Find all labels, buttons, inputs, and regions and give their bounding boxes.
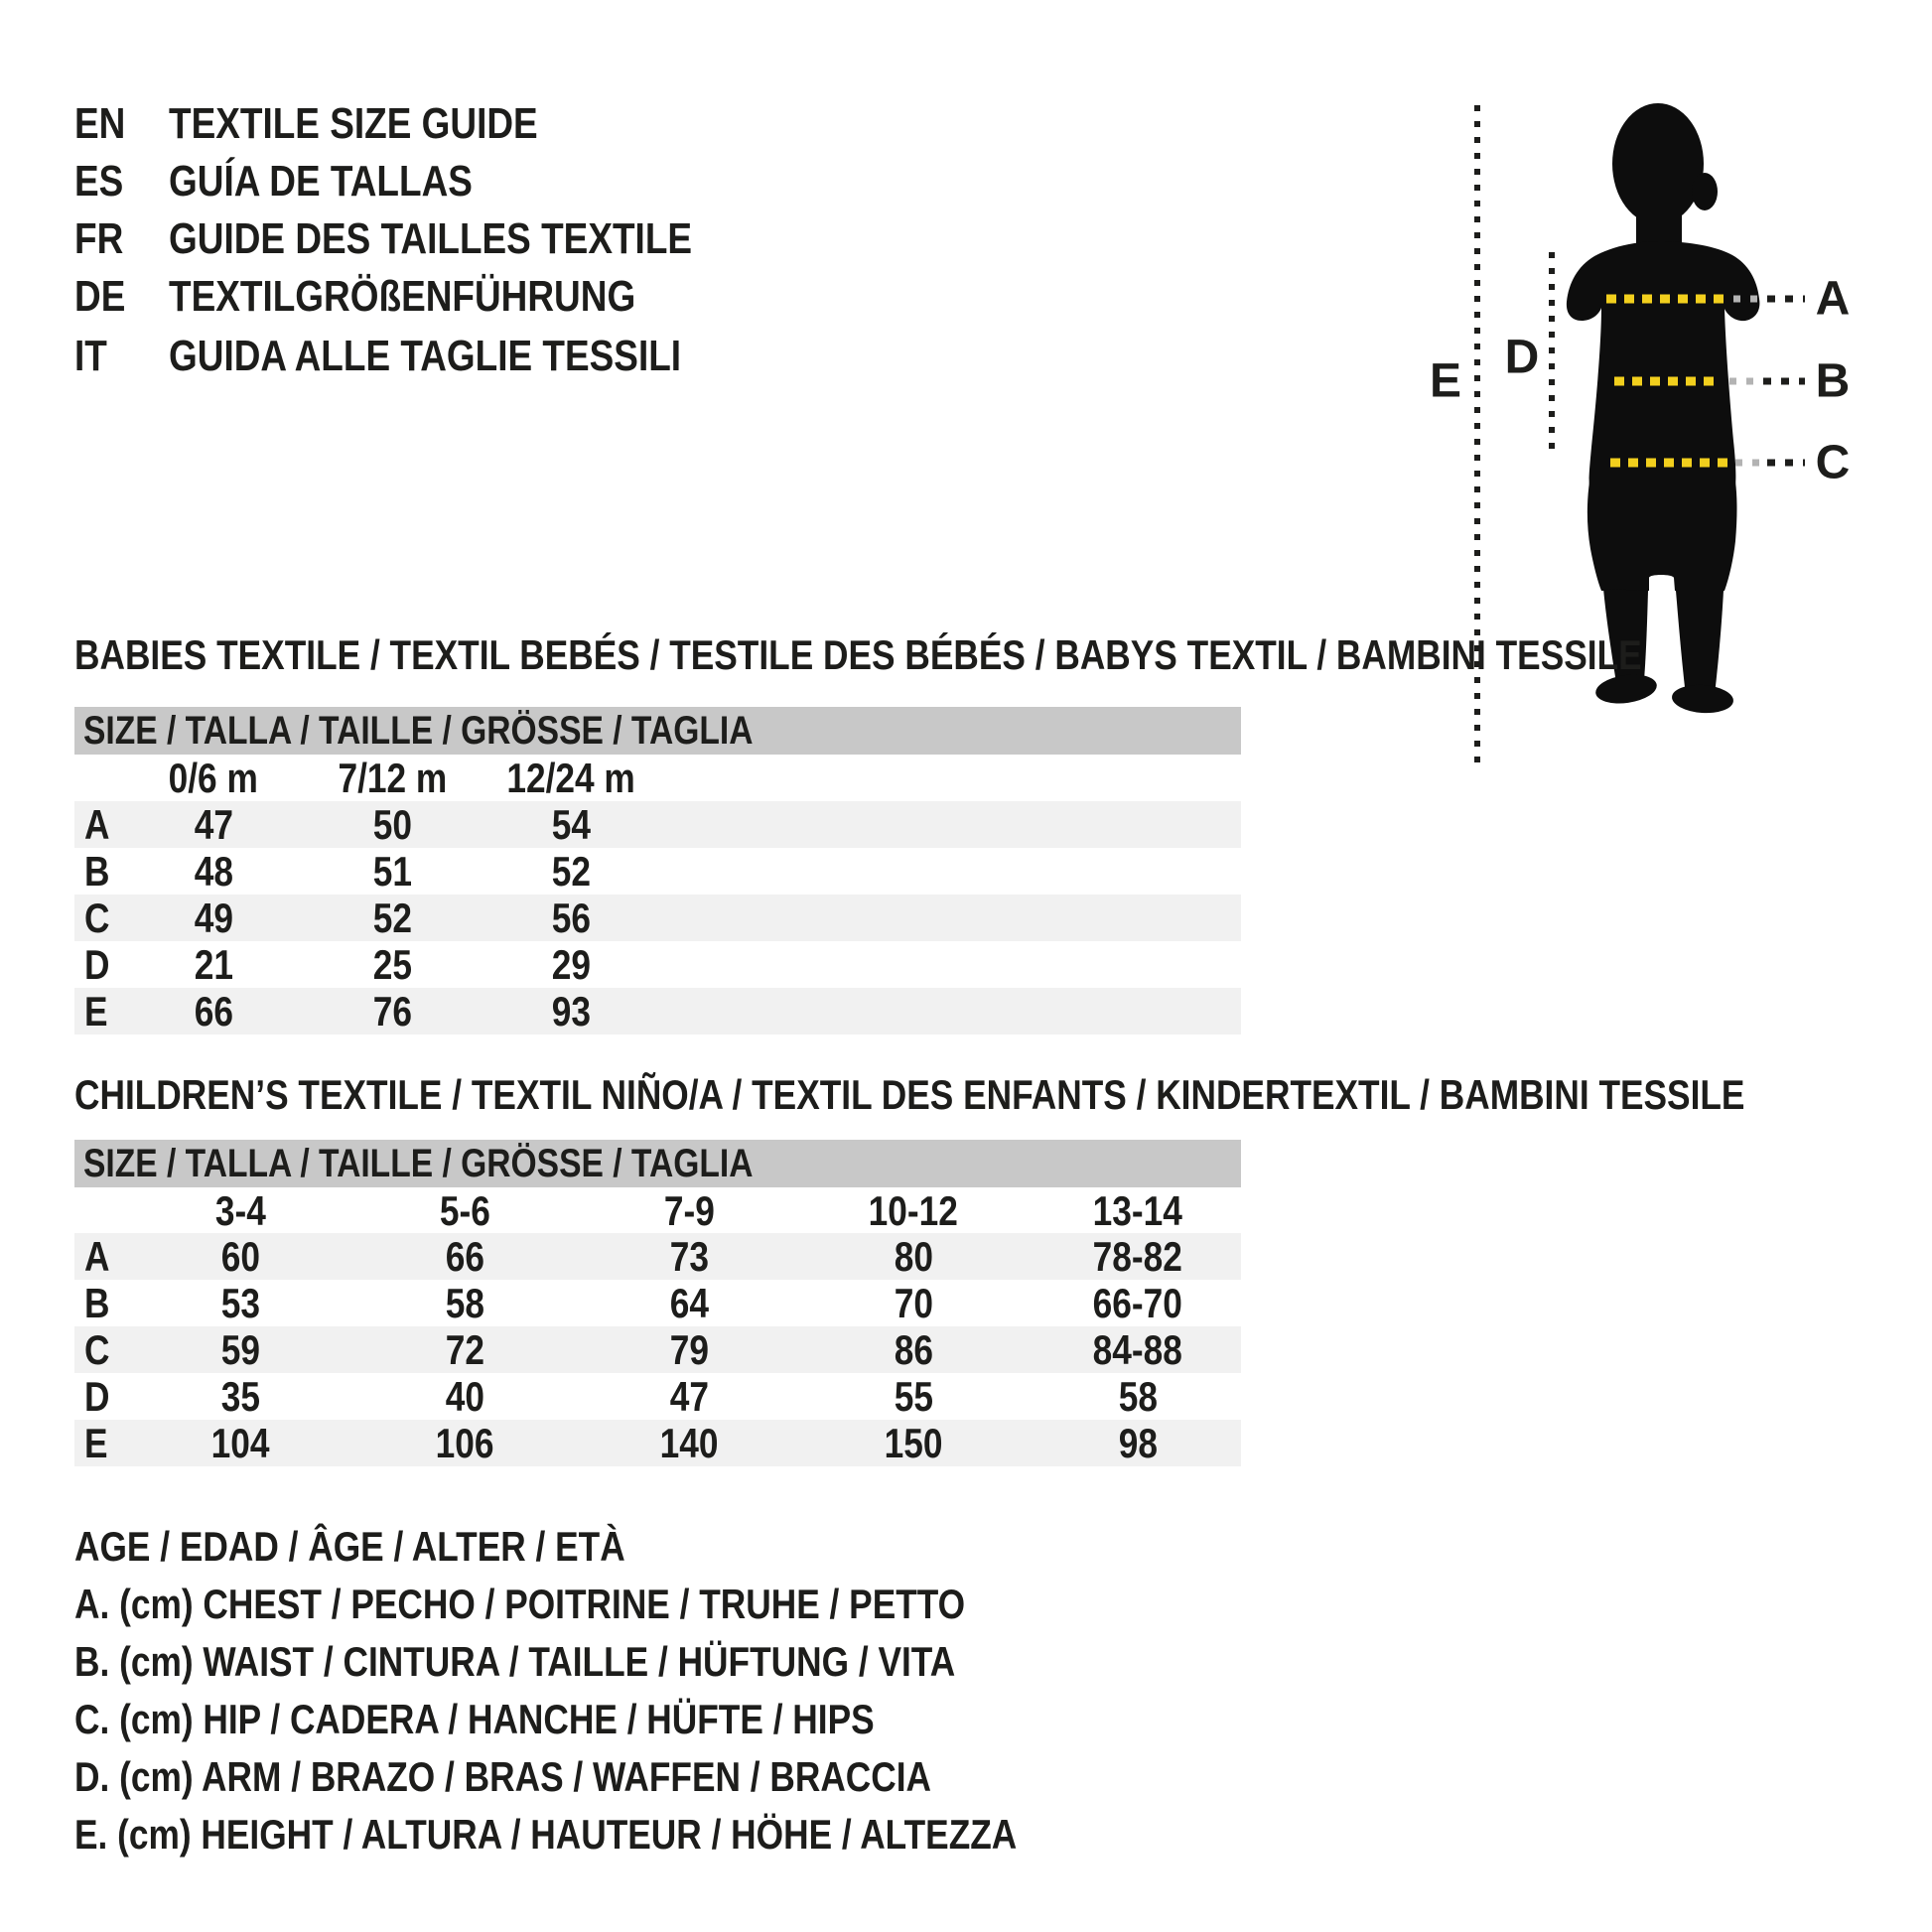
lang-code-it: IT [74, 332, 107, 380]
lang-code-fr: FR [74, 214, 124, 263]
cell-value: 40 [445, 1372, 484, 1420]
babies-size-header-bar: SIZE / TALLA / TAILLE / GRÖSSE / TAGLIA [74, 707, 1241, 755]
cell-value: 54 [551, 800, 591, 848]
children-col-3-4: 3-4 [214, 1186, 266, 1234]
lang-title-it: GUIDA ALLE TAGLIE TESSILI [169, 332, 682, 380]
babies-col-7-12m: 7/12 m [338, 754, 447, 801]
silhouette-right-shoe [1671, 683, 1734, 715]
row-label: A [84, 1232, 110, 1280]
cell-value: 48 [194, 847, 233, 895]
cell-value: 104 [210, 1419, 270, 1466]
figure-label-c: C [1815, 436, 1851, 489]
cell-value: 55 [894, 1372, 933, 1420]
children-row-c [74, 1326, 1241, 1373]
child-measurement-figure [1390, 60, 1932, 794]
lang-code-en: EN [74, 99, 126, 148]
legend-age: AGE / EDAD / ÂGE / ALTER / ETÀ [74, 1523, 625, 1570]
figure-label-d: D [1504, 331, 1540, 384]
cell-value: 47 [669, 1372, 709, 1420]
children-row-b [74, 1280, 1241, 1326]
cell-value: 52 [551, 847, 591, 895]
row-label: B [84, 847, 110, 895]
babies-row-d [74, 941, 1241, 988]
cell-value: 51 [372, 847, 412, 895]
row-label: C [84, 1325, 110, 1373]
lang-title-fr: GUIDE DES TAILLES TEXTILE [169, 214, 693, 263]
babies-row-c [74, 895, 1241, 941]
cell-value: 73 [669, 1232, 709, 1280]
cell-value: 66 [445, 1232, 484, 1280]
cell-value: 150 [884, 1419, 943, 1466]
cell-value: 76 [372, 987, 412, 1035]
cell-value: 25 [372, 940, 412, 988]
children-col-7-9: 7-9 [663, 1186, 715, 1234]
row-label: E [84, 987, 108, 1035]
lang-row-fr [74, 210, 791, 268]
cell-value: 49 [194, 894, 233, 941]
cell-value: 66-70 [1092, 1279, 1183, 1326]
silhouette-shorts [1587, 482, 1737, 591]
child-silhouette [1567, 103, 1759, 715]
cell-value: 52 [372, 894, 412, 941]
cell-value: 21 [194, 940, 233, 988]
lang-title-de: TEXTILGRÖßENFÜHRUNG [169, 272, 636, 321]
cell-value: 98 [1118, 1419, 1158, 1466]
legend-waist: B. (cm) WAIST / CINTURA / TAILLE / HÜFTUNG / VITA [74, 1638, 956, 1685]
children-col-13-14: 13-14 [1092, 1186, 1183, 1234]
row-label: C [84, 894, 110, 941]
cell-value: 60 [220, 1232, 260, 1280]
children-row-d [74, 1373, 1241, 1420]
row-label: A [84, 800, 110, 848]
cell-value: 70 [894, 1279, 933, 1326]
children-size-header-bar: SIZE / TALLA / TAILLE / GRÖSSE / TAGLIA [74, 1140, 1241, 1187]
lang-title-en: TEXTILE SIZE GUIDE [169, 99, 538, 148]
cell-value: 79 [669, 1325, 709, 1373]
cell-value: 47 [194, 800, 233, 848]
babies-row-a [74, 801, 1241, 848]
cell-value: 80 [894, 1232, 933, 1280]
figure-label-b: B [1815, 354, 1851, 408]
figure-label-e: E [1429, 354, 1462, 408]
cell-value: 59 [220, 1325, 260, 1373]
children-col-5-6: 5-6 [439, 1186, 490, 1234]
children-row-e [74, 1420, 1241, 1466]
cell-value: 93 [551, 987, 591, 1035]
cell-value: 140 [659, 1419, 719, 1466]
lang-row-de [74, 268, 725, 326]
cell-value: 53 [220, 1279, 260, 1326]
cell-value: 50 [372, 800, 412, 848]
babies-row-b [74, 848, 1241, 895]
lang-code-es: ES [74, 157, 124, 206]
babies-col-12-24m: 12/24 m [506, 754, 635, 801]
cell-value: 58 [445, 1279, 484, 1326]
cell-value: 58 [1118, 1372, 1158, 1420]
lang-code-de: DE [74, 272, 126, 321]
lang-row-es [74, 153, 530, 210]
babies-row-e [74, 988, 1241, 1035]
lang-row-it [74, 328, 778, 385]
cell-value: 35 [220, 1372, 260, 1420]
silhouette-ear [1692, 173, 1718, 210]
legend-height: E. (cm) HEIGHT / ALTURA / HAUTEUR / HÖHE / ALTEZZA [74, 1811, 1018, 1858]
lang-title-es: GUÍA DE TALLAS [169, 157, 473, 206]
figure-label-a: A [1815, 272, 1851, 326]
row-label: B [84, 1279, 110, 1326]
cell-value: 86 [894, 1325, 933, 1373]
cell-value: 72 [445, 1325, 484, 1373]
legend-chest: A. (cm) CHEST / PECHO / POITRINE / TRUHE / PETTO [74, 1581, 966, 1627]
children-col-10-12: 10-12 [868, 1186, 959, 1234]
row-label: D [84, 940, 110, 988]
cell-value: 29 [551, 940, 591, 988]
children-column-header-row [74, 1187, 1241, 1234]
lang-row-en [74, 95, 609, 153]
silhouette-shirt [1567, 241, 1759, 485]
children-row-a [74, 1233, 1241, 1280]
row-label: D [84, 1372, 110, 1420]
legend-hip: C. (cm) HIP / CADERA / HANCHE / HÜFTE / HIPS [74, 1696, 875, 1742]
babies-col-0-6m: 0/6 m [168, 754, 259, 801]
children-section-title: CHILDREN’S TEXTILE / TEXTIL NIÑO/A / TEXTIL DES ENFANTS / KINDERTEXTIL / BAMBINI TESSILE [74, 1071, 1745, 1118]
cell-value: 66 [194, 987, 233, 1035]
cell-value: 64 [669, 1279, 709, 1326]
babies-column-header-row [74, 755, 1241, 801]
cell-value: 106 [435, 1419, 494, 1466]
row-label: E [84, 1419, 108, 1466]
cell-value: 84-88 [1092, 1325, 1183, 1373]
legend-arm: D. (cm) ARM / BRAZO / BRAS / WAFFEN / BRACCIA [74, 1753, 932, 1800]
babies-section-title: BABIES TEXTILE / TEXTIL BEBÉS / TESTILE DES BÉBÉS / BABYS TEXTIL / BAMBINI TESSILE [74, 631, 1642, 678]
cell-value: 56 [551, 894, 591, 941]
cell-value: 78-82 [1092, 1232, 1183, 1280]
